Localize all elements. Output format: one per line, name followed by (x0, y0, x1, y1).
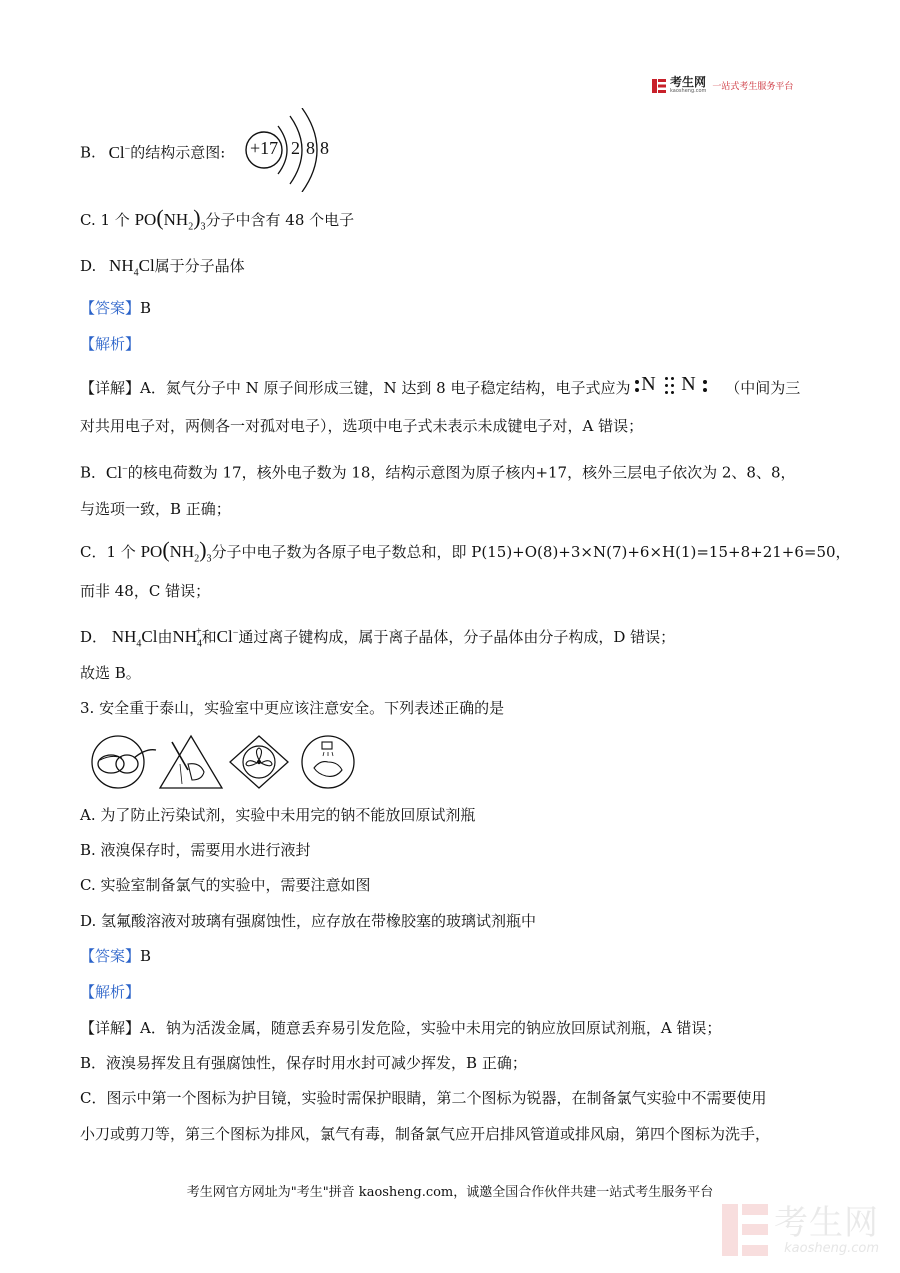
subscript-2: 2 (188, 221, 194, 233)
formula-cl: Cl (138, 256, 155, 275)
q3-detail-a: 【详解】A．钠为活泼金属，随意丢弃易引发危险，实验中未用完的钠应放回原试剂瓶，A 错误； (80, 1019, 722, 1037)
q2-detail-b-line2: 与选项一致，B 正确； (80, 500, 231, 518)
detail-d-he: 和 (201, 628, 217, 646)
detail-a-text: 【详解】A．氮气分子中 N 原子间形成三键，N 达到 8 电子稳定结构，电子式应为 (80, 379, 631, 397)
analysis-tag: 【解析】 (80, 335, 141, 353)
page-footer: 考生网官方网址为"考生"拼音 kaosheng.com，诚邀全国合作伙伴共建一站式考生服务平台 (186, 1185, 714, 1200)
q2-option-c: C. 1 个 $PO(NH_2)_3$分子中含有 48 个电子 (80, 205, 355, 233)
detail-b-text: 的核电荷数为 17，核外电子数为 18，结构示意图为原子核内+17，核外三层电子依次为 2、8、8， (127, 463, 796, 482)
q3-analysis-tag (80, 982, 140, 1002)
q2-analysis-tag (80, 334, 140, 354)
q3-stem: 3. 安全重于泰山，实验室中更应该注意安全。下列表述正确的是 (80, 699, 505, 717)
detail-d-you: 由 (157, 628, 173, 646)
q3-detail-b: B．液溴易挥发且有强腐蚀性，保存时用水封可减少挥发，B 正确； (80, 1054, 527, 1072)
shell-3-electrons: 8 (320, 138, 329, 158)
chloride-ion: Cl (108, 142, 125, 162)
q2-detail-a-line1 (80, 373, 801, 398)
q2-conclusion: 故选 B。 (80, 664, 141, 682)
detail-c-text: 分子中电子数为各原子电子数总和，即 P(15)+O(8)+3×N(7)+6×H(1)=15+8+21+6=50， (211, 543, 851, 561)
watermark-logo-icon (722, 1204, 768, 1256)
q3-option-b: B. 液溴保存时，需要用水进行液封 (80, 841, 311, 859)
q3-option-a: A. 为了防止污染试剂，实验中未用完的钠不能放回原试剂瓶 (80, 806, 476, 824)
q3-detail-c-line2: 小刀或剪刀等，第三个图标为排风，氯气有毒，制备氯气应开启排风管道或排风扇，第四个图标为洗手， (80, 1125, 771, 1143)
q3-analysis-label: 【解析】 (80, 983, 141, 1001)
q2-option-d (80, 256, 245, 283)
formula-nh4: NH (109, 256, 134, 275)
q3-answer (80, 946, 151, 966)
detail-a-text-end: （中间为三 (725, 379, 801, 397)
option-c-text: 分子中含有 48 个电子 (205, 211, 355, 229)
detail-b-charge: − (122, 463, 128, 474)
detail-d-nh4-a: NH (111, 627, 137, 646)
detail-c-prefix: C．1 个 (80, 543, 136, 561)
q2-detail-b-line1 (80, 459, 796, 483)
detail-c-sub3: 3 (206, 553, 212, 565)
logo-site: kaosheng.com (670, 88, 707, 94)
goggles-icon (82, 734, 162, 790)
q2-detail-c-line2: 而非 48，C 错误； (80, 582, 211, 600)
n2-electron-formula (635, 373, 725, 396)
shell-1-electrons: 2 (291, 138, 300, 158)
q3-answer-value: B (140, 947, 152, 965)
formula-po: PO (134, 210, 157, 229)
detail-d-cl-ion: Cl (216, 627, 233, 646)
subscript-3: 3 (200, 221, 206, 233)
shell-2-electrons: 8 (306, 138, 315, 158)
ventilation-fan-icon (228, 734, 290, 790)
q2-detail-c-line1: C．1 个 $PO(NH_2)_3$分子中电子数为各原子电子数总和，即 P(15)+O(8)+3×N(7)+6×H(1)=15+8+21+6=50， (80, 537, 851, 565)
option-b-prefix: B. (80, 143, 96, 162)
sharp-object-icon (158, 734, 224, 790)
detail-d-plus: + (196, 626, 202, 637)
logo-name: 考生网 (670, 75, 707, 89)
q3-option-d: D. 氢氟酸溶液对玻璃有强腐蚀性，应存放在带橡胶塞的玻璃试剂瓶中 (80, 912, 537, 930)
nucleus-label: +17 (250, 138, 279, 158)
q3-answer-tag: 【答案】 (80, 947, 141, 965)
hand-wash-icon (296, 734, 360, 790)
q3-detail-c-line1: C．图示中第一个图标为护目镜，实验时需保护眼睛，第二个图标为锐器，在制备氯气实验中不需要使用 (80, 1089, 767, 1107)
q2-detail-a-line2: 对共用电子对，两侧各一对孤对电子），选项中电子式未表示未成键电子对，A 错误； (80, 417, 644, 435)
detail-d-cl-charge: − (232, 627, 239, 639)
q2-answer (80, 298, 151, 318)
q2-detail-d-line1 (80, 622, 675, 654)
detail-d-sub4: 4 (136, 638, 142, 650)
detail-c-sub2: 2 (194, 553, 200, 565)
header-logo (652, 74, 793, 96)
formula-nh: NH (163, 210, 189, 229)
q3-option-c: C. 实验室制备氯气的实验中，需要注意如图 (80, 876, 371, 894)
q2-option-b (80, 139, 225, 163)
detail-c-po: PO (140, 542, 163, 561)
detail-d-ion-sub4: 4 (197, 638, 203, 650)
watermark (722, 1204, 879, 1256)
detail-b-ion: Cl (106, 462, 123, 482)
answer-tag: 【答案】 (80, 299, 141, 317)
detail-d-text: 通过离子键构成，属于离子晶体，分子晶体由分子构成，D 错误； (238, 628, 676, 646)
option-b-text: 的结构示意图: (130, 143, 226, 162)
logo-mark-icon (652, 78, 666, 92)
detail-c-nh: NH (169, 542, 195, 561)
detail-d-nh4-ion: NH (172, 627, 198, 646)
option-d-text: 属于分子晶体 (154, 257, 245, 275)
detail-b-prefix: B． (80, 463, 107, 482)
n-atom-right: N (681, 373, 696, 395)
detail-d-prefix: D． (80, 628, 108, 646)
answer-value: B (140, 299, 152, 317)
option-c-prefix: C. 1 个 (80, 211, 130, 229)
logo-slogan: 一站式考生服务平台 (712, 81, 794, 92)
watermark-name: 考生网 (774, 1202, 879, 1243)
n-atom-left: N (641, 373, 656, 395)
detail-d-cl: Cl (141, 627, 158, 646)
option-d-prefix: D. (80, 257, 97, 275)
ion-charge: − (124, 143, 131, 154)
watermark-site: kaosheng.com (784, 1240, 879, 1256)
subscript-4: 4 (133, 267, 139, 279)
